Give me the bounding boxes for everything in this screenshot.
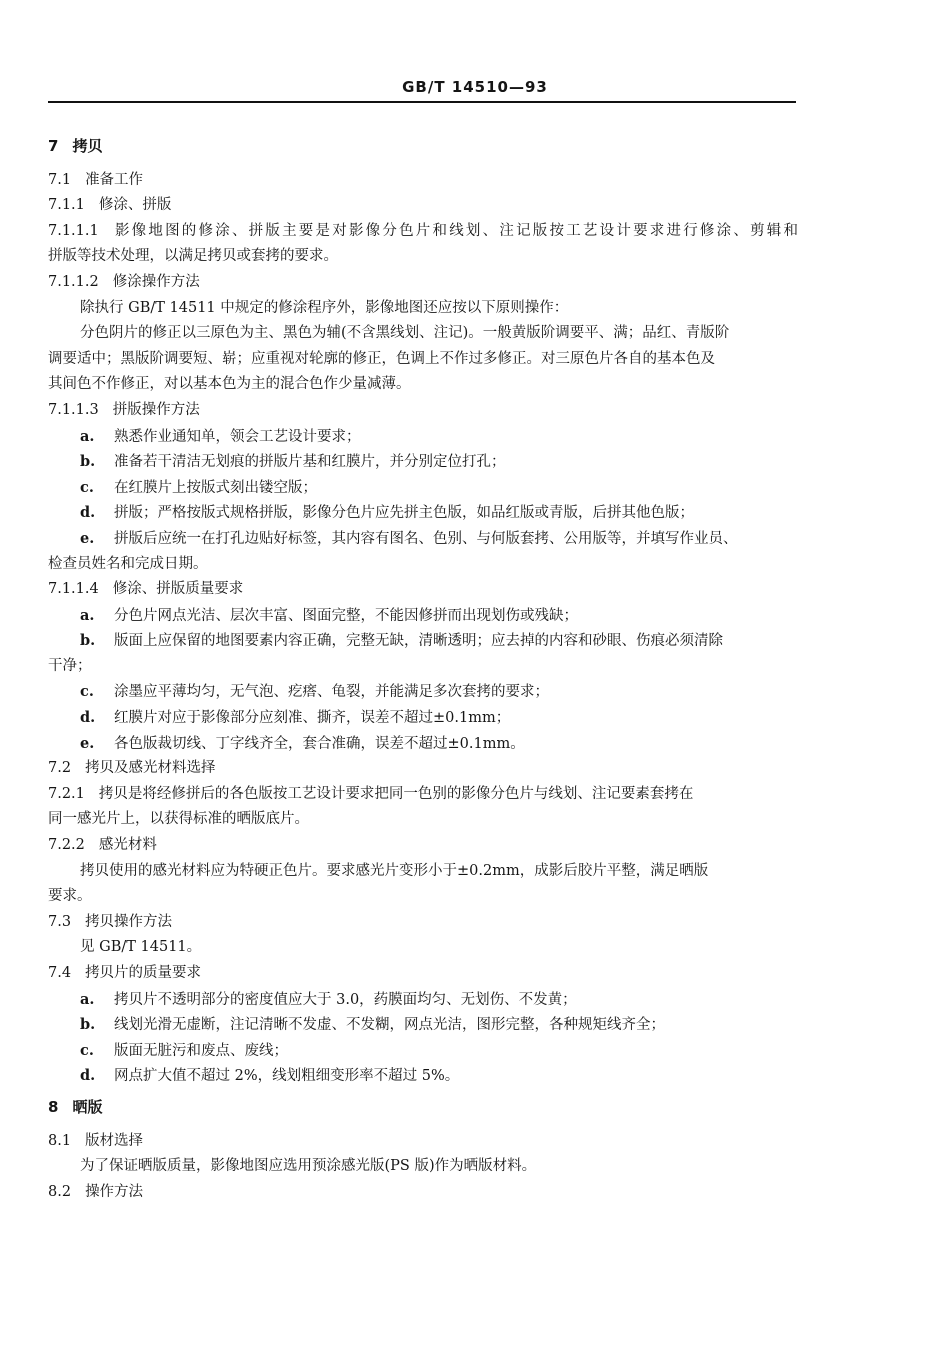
item-marker: d.	[80, 1067, 96, 1085]
page-header: GB/T 14510—93	[402, 78, 548, 96]
clause-7-2-1-line1	[48, 782, 798, 808]
item-text: 拼版后应统一在打孔边贴好标签，其内容有图名、色别、与何版套拷、公用版等，并填写作业员、	[114, 530, 738, 547]
item-marker: d.	[80, 504, 96, 522]
item-marker: a.	[80, 427, 95, 445]
paragraph: 分色阴片的修正以三原色为主、黑色为辅(不含黑线划、注记)。一般黄版阶调要平、满；品红、青版阶	[80, 325, 730, 342]
list-item	[48, 475, 798, 501]
section-title: 晒版	[72, 1097, 103, 1116]
paragraph-cont: 其间色不作修正，对以基本色为主的混合色作少量减薄。	[48, 376, 411, 393]
list-item	[48, 526, 798, 552]
list-item	[48, 424, 798, 450]
paragraph-text: 拷贝是将经修拼后的各色版按工艺设计要求把同一色别的影像分色片与线划、注记要素套拷在	[98, 785, 694, 802]
clause-number: 8.2	[48, 1183, 72, 1200]
list-item	[48, 731, 798, 757]
item-marker: a.	[80, 606, 95, 624]
section-7-heading	[48, 134, 798, 160]
clause-number: 7.1.1.3	[48, 401, 99, 418]
clause-title: 修涂、拼版	[98, 197, 172, 214]
heading-7-1-1	[48, 193, 798, 219]
paragraph: 拷贝使用的感光材料应为特硬正色片。要求感光片变形小于±0.2mm，成影后胶片平整，满足晒版	[80, 862, 709, 879]
section-title: 拷贝	[72, 137, 103, 155]
item-text: 网点扩大值不超过 2%，线划粗细变形率不超过 5%。	[114, 1068, 460, 1085]
section-number: 8	[48, 1097, 59, 1116]
section-8-heading	[48, 1095, 798, 1121]
clause-title: 操作方法	[85, 1183, 144, 1200]
clause-7-2-1-line2: 同一感光片上，以获得标准的晒版底片。	[48, 811, 309, 828]
list-item	[48, 679, 798, 705]
item-marker: c.	[80, 1041, 94, 1059]
heading-7-1	[48, 168, 798, 194]
item-marker: b.	[80, 632, 96, 650]
item-text: 红膜片对应于影像部分应刻准、撕齐，误差不超过±0.1mm；	[114, 710, 511, 727]
list-item	[48, 603, 798, 629]
clause-title: 版材选择	[85, 1132, 144, 1149]
item-marker: d.	[80, 709, 96, 727]
document-body	[48, 128, 798, 1205]
clause-title: 感光材料	[98, 837, 157, 854]
clause-number: 7.4	[48, 965, 72, 981]
clause-number: 7.1.1.4	[48, 581, 99, 598]
clause-title: 准备工作	[85, 171, 144, 188]
list-item	[48, 987, 798, 1013]
heading-7-1-1-4	[48, 577, 798, 603]
item-text: 拼版；严格按版式规格拼版，影像分色片应先拼主色版，如品红版或青版，后拼其他色版；	[114, 505, 694, 522]
clause-title: 拷贝片的质量要求	[85, 965, 202, 981]
list-item	[48, 705, 798, 731]
item-marker: e.	[80, 529, 95, 547]
clause-number: 7.2.1	[48, 785, 85, 802]
heading-7-4	[48, 961, 798, 987]
clause-number: 7.3	[48, 913, 72, 930]
item-text: 涂墨应平薄均匀，无气泡、疙瘩、龟裂，并能满足多次套拷的要求；	[114, 684, 549, 701]
clause-7-1-1-1-line2: 拼版等技术处理，以满足拷贝或套拷的要求。	[48, 248, 338, 265]
clause-number: 7.1.1.2	[48, 273, 99, 290]
clause-title: 修涂操作方法	[112, 273, 200, 290]
heading-7-3	[48, 910, 798, 936]
clause-number: 7.2.2	[48, 837, 85, 854]
list-item	[48, 500, 798, 526]
clause-number: 7.1.1.1	[48, 222, 99, 239]
heading-7-1-1-3	[48, 398, 798, 424]
item-text: 线划光滑无虚断，注记清晰不发虚、不发糊，网点光洁，图形完整，各种规矩线齐全；	[114, 1017, 665, 1034]
list-item	[48, 449, 798, 475]
paragraph: 为了保证晒版质量，影像地图应选用预涂感光版(PS 版)作为晒版材料。	[80, 1158, 537, 1175]
heading-7-1-1-2	[48, 270, 798, 296]
heading-7-2-2	[48, 833, 798, 859]
item-text: 在红膜片上按版式刻出镂空版；	[114, 479, 317, 496]
item-marker: c.	[80, 683, 94, 701]
header-rule	[48, 101, 796, 103]
item-marker: b.	[80, 1016, 96, 1034]
list-item	[48, 1038, 798, 1064]
clause-title: 拷贝操作方法	[85, 913, 173, 930]
item-text: 准备若干清洁无划痕的拼版片基和红膜片，并分别定位打孔；	[114, 454, 506, 471]
clause-number: 7.1.1	[48, 197, 85, 214]
clause-number: 7.1	[48, 171, 72, 188]
paragraph-cont: 要求。	[48, 888, 92, 905]
clause-title: 拷贝及感光材料选择	[85, 760, 216, 777]
heading-8-2	[48, 1180, 798, 1206]
clause-7-1-1-1-line1	[48, 219, 798, 245]
paragraph-cont: 调要适中；黑版阶调要短、崭；应重视对轮廓的修正，色调上不作过多修正。对三原色片各自的基本色及	[48, 350, 715, 367]
clause-title: 拼版操作方法	[112, 401, 200, 418]
item-marker: e.	[80, 734, 95, 752]
item-text: 各色版裁切线、丁字线齐全，套合准确，误差不超过±0.1mm。	[114, 735, 525, 752]
clause-number: 8.1	[48, 1132, 72, 1149]
paragraph: 见 GB/T 14511。	[80, 939, 202, 956]
item-marker: b.	[80, 453, 96, 471]
clause-title: 修涂、拼版质量要求	[112, 581, 244, 598]
item-marker: a.	[80, 990, 95, 1008]
item-text: 拷贝片不透明部分的密度值应大于 3.0，药膜面均匀、无划伤、不发黄；	[114, 991, 577, 1008]
list-item-cont: 干净；	[48, 657, 92, 674]
section-number: 7	[48, 137, 59, 155]
paragraph-text: 影像地图的修涂、拼版主要是对影像分色片和线划、注记版按工艺设计要求进行修涂、剪辑和	[112, 222, 798, 239]
list-item-cont: 检查员姓名和完成日期。	[48, 555, 208, 572]
list-item	[48, 628, 798, 654]
item-marker: c.	[80, 478, 94, 496]
item-text: 熟悉作业通知单，领会工艺设计要求；	[114, 428, 361, 445]
item-text: 版面上应保留的地图要素内容正确，完整无缺，清晰透明；应去掉的内容和砂眼、伤痕必须清除	[114, 633, 723, 650]
clause-number: 7.2	[48, 760, 72, 777]
item-text: 分色片网点光洁、层次丰富、图面完整，不能因修拼而出现划伤或残缺；	[114, 607, 578, 624]
list-item	[48, 1063, 798, 1089]
heading-7-2	[48, 756, 798, 782]
heading-8-1	[48, 1129, 798, 1155]
paragraph: 除执行 GB/T 14511 中规定的修涂程序外，影像地图还应按以下原则操作：	[80, 299, 569, 316]
item-text: 版面无脏污和废点、废线；	[114, 1042, 288, 1059]
list-item	[48, 1012, 798, 1038]
